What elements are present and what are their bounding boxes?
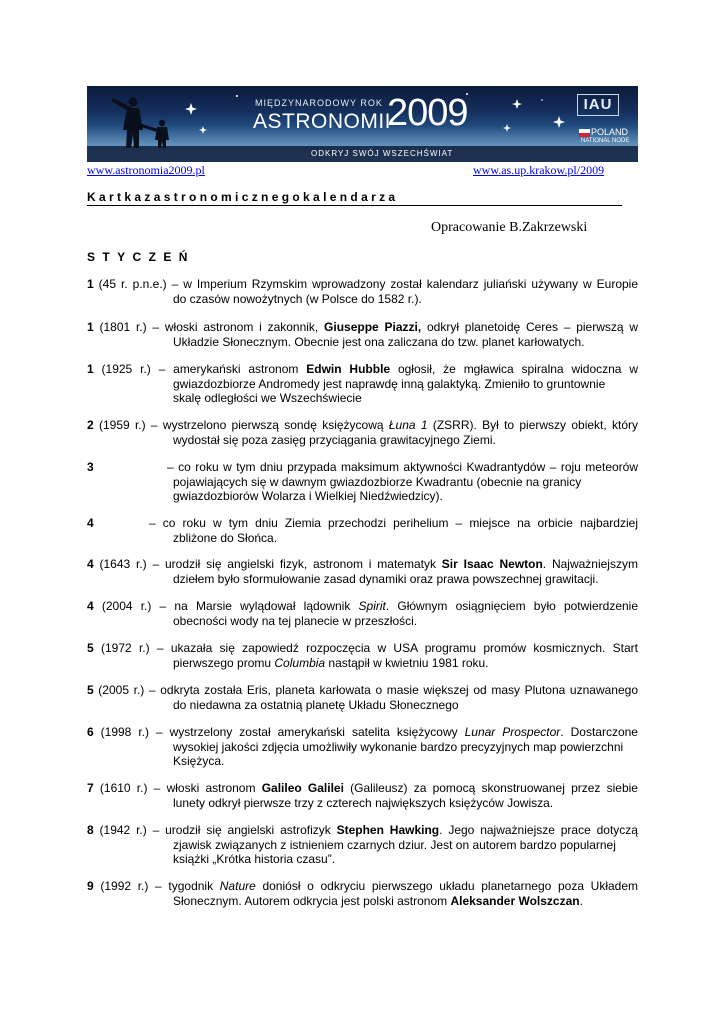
entry-date: (1610 r.) – bbox=[93, 781, 167, 795]
entry-person: Edwin Hubble bbox=[306, 362, 391, 376]
entry-day: 6 bbox=[87, 725, 94, 739]
entry-text: ukazała się zapowiedź rozpoczęcia w USA programu promów kosmicznych. Start bbox=[170, 641, 638, 655]
entry-day: 5 bbox=[87, 683, 94, 697]
calendar-entry bbox=[87, 879, 638, 908]
entry-continuation: dziełem było sformułowanie zasad dynamiki oraz prawa powszechnej grawitacji. bbox=[173, 571, 599, 586]
entry-day: 2 bbox=[87, 418, 94, 432]
entry-continuation: wysokiej jakości zdjęcia umożliwiły wykonanie bardzo precyzyjnych map powierzchni bbox=[173, 739, 624, 754]
entry-continuation: zjawisk związanych z istnieniem czarnych dziur. Jest on autorem bardzo popularnej bbox=[173, 837, 616, 852]
entry-text: tygodnik bbox=[168, 879, 220, 893]
entry-text: . Dostarczone bbox=[560, 725, 638, 739]
calendar-entry bbox=[87, 823, 638, 867]
entry-satellite: Lunar Prospector bbox=[464, 725, 561, 739]
entry-text: na Marsie wylądował lądownik bbox=[174, 599, 359, 613]
entry-continuation: lunety odkrył pierwsze trzy z czterech największych księżyców Jowisza. bbox=[173, 795, 554, 810]
entry-text: (ZSRR). Był to pierwszy obiekt, który bbox=[427, 418, 639, 432]
entry-lander: Spirit bbox=[358, 599, 386, 613]
entry-text: włoski astronom bbox=[166, 781, 262, 795]
heading-underline bbox=[87, 205, 622, 206]
document-heading: K a r t k a z a s t r o n o m i c z n e g o k a l e n d a r z a bbox=[87, 190, 396, 204]
entry-date: (1801 r.) – bbox=[93, 320, 165, 334]
entry-person: Aleksander Wolszczan bbox=[450, 893, 580, 908]
calendar-entry bbox=[87, 277, 638, 306]
entry-date: (1643 r.) – bbox=[93, 557, 165, 571]
entry-text: urodził się angielski astrofizyk bbox=[165, 823, 337, 837]
banner-subtitle: MIĘDZYNARODOWY ROK bbox=[255, 98, 383, 108]
entry-day: 1 bbox=[87, 362, 94, 376]
calendar-entry bbox=[87, 460, 638, 504]
entry-day: 7 bbox=[87, 781, 94, 795]
entry-day: 1 bbox=[87, 277, 94, 291]
entry-continuation: książki „Krótka historia czasu”. bbox=[173, 852, 336, 866]
entry-date: – bbox=[149, 516, 163, 530]
entry-continuation: zbliżone do Słońca. bbox=[173, 530, 278, 545]
entry-continuation: Słonecznym. Autorem odkrycia jest polski astronom bbox=[173, 893, 451, 908]
entry-continuation: wydostał się poza zasięg przyciągania grawitacyjnego Ziemi. bbox=[173, 432, 496, 447]
entry-text: co roku w tym dniu przypada maksimum aktywności Kwadrantydów – roju meteorów bbox=[178, 460, 638, 474]
entry-shuttle: Columbia bbox=[274, 655, 326, 670]
calendar-entry bbox=[87, 781, 638, 810]
entry-text: . Jego najważniejsze prace dotyczą bbox=[439, 823, 638, 837]
entry-continuation: gwiazdozbiorze Andromedy jest naprawdę inną galaktyką. Zmieniło to gruntownie bbox=[173, 376, 606, 391]
entry-day: 1 bbox=[87, 320, 94, 334]
entry-continuation: . bbox=[579, 893, 583, 908]
entry-date: (1942 r.) – bbox=[93, 823, 166, 837]
entry-text: co roku w tym dniu Ziemia przechodzi perihelium – miejsce na orbicie najbardziej bbox=[162, 516, 638, 530]
entry-continuation: gwiazdozbiorów Wolarza i Wielkiej Niedźwiedzicy). bbox=[173, 489, 443, 503]
entry-date: (1925 r.) – bbox=[93, 362, 174, 376]
entry-text: w Imperium Rzymskim wprowadzony został kalendarz juliański używany w Europie bbox=[183, 277, 639, 291]
entry-date: (1998 r.) – bbox=[93, 725, 170, 739]
entry-day: 8 bbox=[87, 823, 94, 837]
entry-text: . Głównym osiągnięciem było potwierdzenie bbox=[385, 599, 639, 613]
entry-day: 3 bbox=[87, 460, 94, 474]
entry-continuation: pierwszego promu bbox=[173, 655, 275, 670]
entry-text: (Galileusz) za pomocą skonstruowanej przez siebie bbox=[343, 781, 638, 795]
banner-node: NATIONAL NODE bbox=[581, 138, 630, 144]
entry-text: wystrzelony został amerykański satelita księżycowy bbox=[169, 725, 465, 739]
calendar-entry bbox=[87, 641, 638, 670]
entry-continuation: Układzie Słonecznym. Obecnie jest ona zaliczana do tzw. planet karłowatych. bbox=[173, 334, 585, 349]
entry-journal: Nature bbox=[219, 879, 256, 893]
krakow-link[interactable]: www.as.up.krakow.pl/2009 bbox=[473, 163, 605, 177]
entry-continuation: skalę odległości we Wszechświecie bbox=[173, 391, 362, 405]
entry-person: Giuseppe Piazzi, bbox=[324, 320, 422, 334]
entry-continuation: do niedawna za ostatnią planetę Układu Słonecznego bbox=[173, 697, 459, 712]
entry-date: (1972 r.) – bbox=[93, 641, 171, 655]
iau-logo-icon: IAU bbox=[577, 94, 619, 116]
entry-continuation: nastąpił w kwietniu 1981 roku. bbox=[325, 655, 489, 670]
entry-day: 4 bbox=[87, 557, 94, 571]
entry-date: (45 r. p.n.e.) – bbox=[93, 277, 184, 291]
calendar-entry bbox=[87, 320, 638, 349]
entry-text: wystrzelono pierwszą sondę księżycową bbox=[162, 418, 389, 432]
entry-day: 4 bbox=[87, 516, 94, 530]
calendar-entry bbox=[87, 418, 638, 447]
banner-slogan: ODKRYJ SWÓJ WSZECHŚWIAT bbox=[311, 149, 454, 158]
banner-title: ASTRONOMII bbox=[253, 110, 392, 133]
entry-continuation: Księżyca. bbox=[173, 754, 225, 768]
entry-text: amerykański astronom bbox=[173, 362, 307, 376]
calendar-entry bbox=[87, 725, 638, 769]
entry-continuation: obecności wody na tej planecie w przeszłości. bbox=[173, 613, 418, 628]
calendar-entry bbox=[87, 683, 638, 712]
astronomia2009-link[interactable]: www.astronomia2009.pl bbox=[87, 163, 205, 177]
entry-day: 4 bbox=[87, 599, 94, 613]
entry-date: (2005 r.) – bbox=[93, 683, 161, 697]
banner-country: POLAND bbox=[591, 127, 629, 137]
entry-person: Galileo Galilei bbox=[261, 781, 344, 795]
entry-text: doniósł o odkryciu pierwszego układu planetarnego poza Układem bbox=[255, 879, 639, 893]
entry-text: . Najważniejszym bbox=[542, 557, 638, 571]
calendar-entry bbox=[87, 362, 638, 406]
entry-date: – bbox=[167, 460, 179, 474]
entry-date: (2004 r.) – bbox=[93, 599, 175, 613]
entry-text: włoski astronom i zakonnik, bbox=[164, 320, 325, 334]
iya-2009-banner bbox=[87, 86, 638, 162]
entry-day: 9 bbox=[87, 879, 94, 893]
entry-text: odkryta została Eris, planeta karłowata o masie większej od masy Plutona uznawanego bbox=[160, 683, 638, 697]
entry-probe: Łuna 1 bbox=[388, 418, 428, 432]
banner-year: 2009 bbox=[387, 92, 468, 134]
calendar-entry bbox=[87, 516, 638, 545]
calendar-entry bbox=[87, 557, 638, 586]
author-line: Opracowanie B.Zakrzewski bbox=[431, 220, 588, 235]
entry-date: (1992 r.) – bbox=[93, 879, 169, 893]
entry-continuation: do czasów nowożytnych (w Polsce do 1582 r.). bbox=[173, 291, 422, 306]
entry-person: Sir Isaac Newton bbox=[441, 557, 543, 571]
entry-continuation: pojawiających się w dawnym gwiazdozbiorze Kwadrantu (obecnie na granicy bbox=[173, 474, 582, 489]
calendar-entry bbox=[87, 599, 638, 628]
entry-person: Stephen Hawking bbox=[336, 823, 440, 837]
entry-text: odkrył planetoidę Ceres – pierwszą w bbox=[421, 320, 638, 334]
poland-flag-icon bbox=[579, 129, 590, 137]
month-heading: STYCZEŃ bbox=[87, 250, 195, 264]
entry-date: (1959 r.) – bbox=[93, 418, 163, 432]
entry-text: urodził się angielski fizyk, astronom i matematyk bbox=[164, 557, 442, 571]
entry-day: 5 bbox=[87, 641, 94, 655]
entry-text: ogłosił, że mgławica spiralna widoczna w bbox=[390, 362, 638, 376]
